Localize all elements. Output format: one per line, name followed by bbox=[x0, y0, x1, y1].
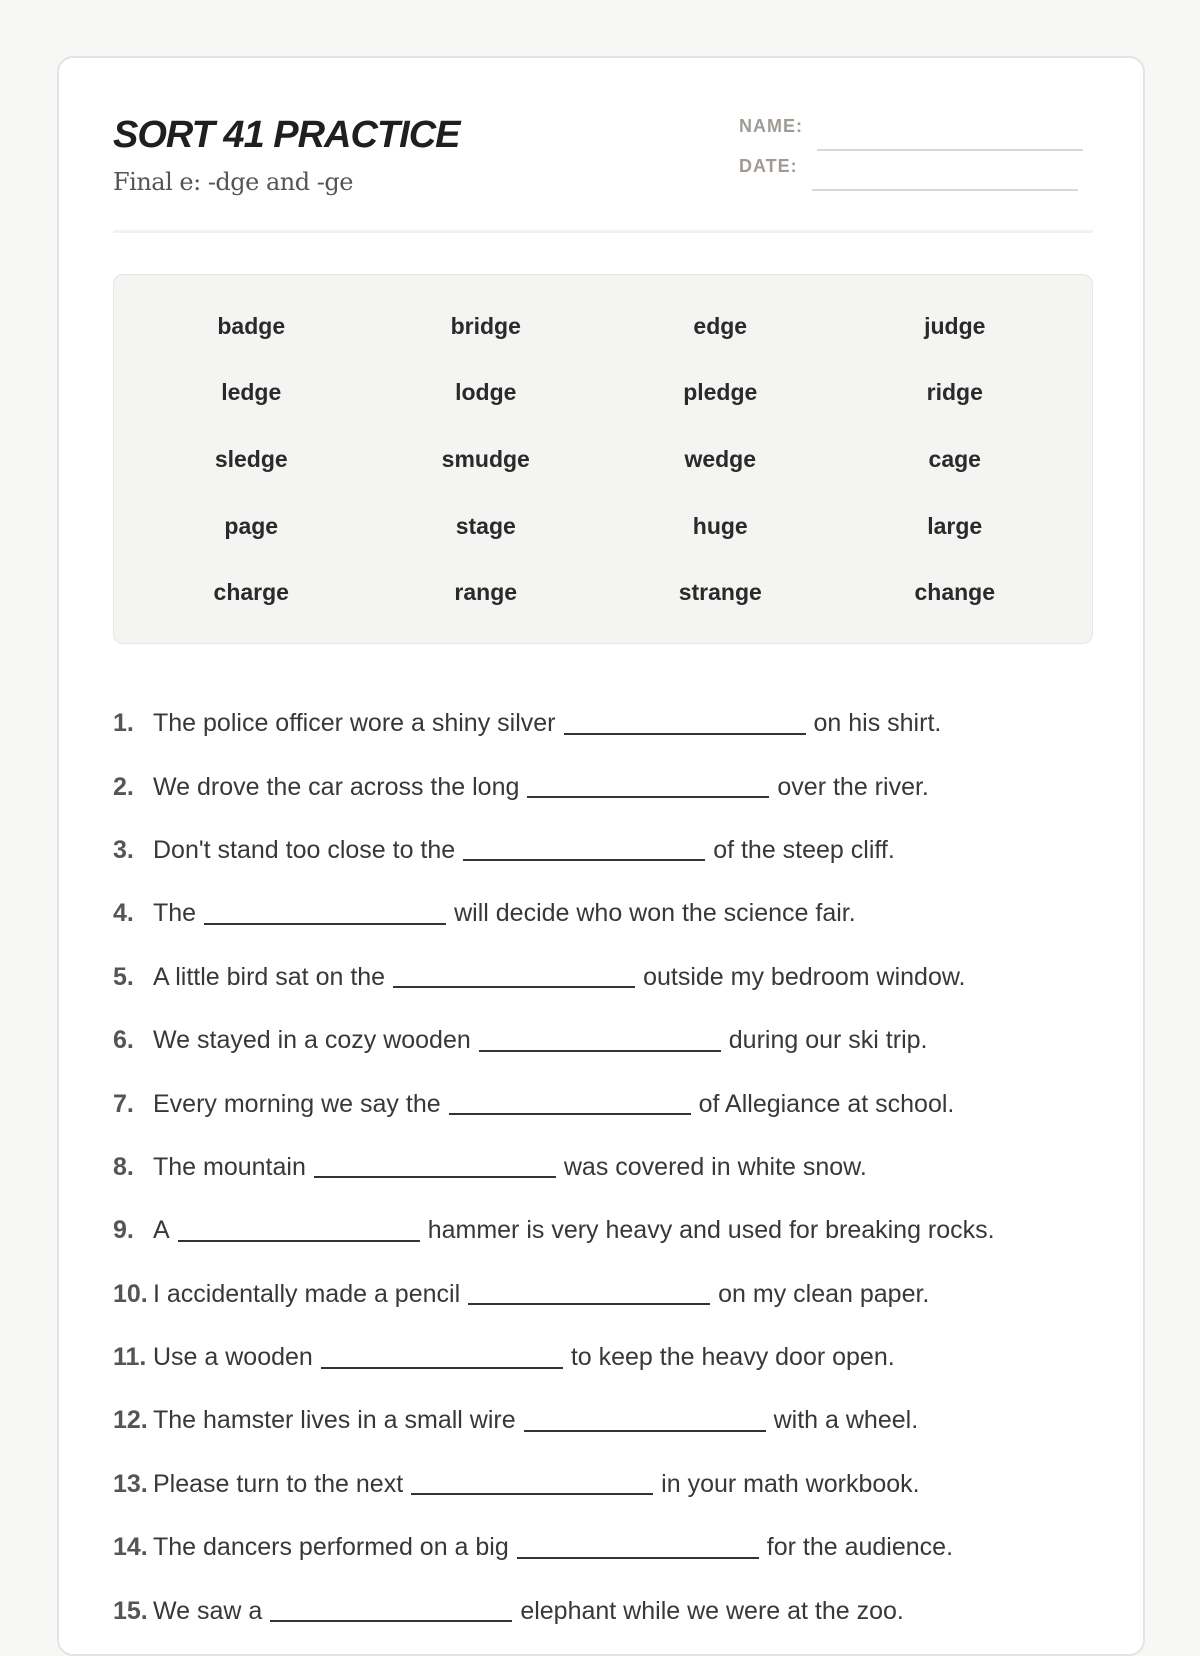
word-bank-item: edge bbox=[693, 312, 748, 339]
sentence-before: We stayed in a cozy wooden bbox=[153, 1026, 471, 1055]
sentence-item bbox=[113, 1326, 1113, 1389]
sentence-before: The mountain bbox=[153, 1152, 306, 1181]
sentence-item bbox=[113, 1389, 1113, 1452]
sentence-list bbox=[113, 692, 1113, 1643]
sentence-number: 8. bbox=[113, 1152, 134, 1181]
answer-blank[interactable] bbox=[393, 986, 635, 988]
sentence-item bbox=[113, 1136, 1113, 1199]
word-bank-item: sledge bbox=[214, 445, 288, 472]
word-bank-item: pledge bbox=[683, 379, 758, 406]
sentence-after: over the river. bbox=[777, 772, 929, 801]
header-divider bbox=[113, 230, 1093, 233]
sentence-before: The bbox=[153, 899, 197, 928]
sentence-before: I accidentally made a pencil bbox=[153, 1279, 461, 1308]
sentence-number: 3. bbox=[113, 835, 134, 864]
sentence-item bbox=[113, 1199, 1113, 1262]
date-label: DATE: bbox=[739, 156, 798, 176]
sentence-after: with a wheel. bbox=[773, 1406, 919, 1435]
sentence-after: on my clean paper. bbox=[718, 1279, 930, 1308]
sentence-number: 4. bbox=[113, 899, 134, 928]
word-bank-item: ledge bbox=[221, 379, 282, 406]
word-bank-item: bridge bbox=[450, 312, 521, 339]
word-bank-item: badge bbox=[217, 312, 286, 339]
answer-blank[interactable] bbox=[314, 1176, 556, 1178]
word-bank-item: page bbox=[224, 512, 279, 539]
sentence-after: elephant while we were at the zoo. bbox=[520, 1596, 904, 1625]
worksheet-card bbox=[57, 56, 1145, 1656]
answer-blank[interactable] bbox=[463, 859, 705, 861]
sentence-before: Please turn to the next bbox=[153, 1469, 404, 1498]
sentence-item bbox=[113, 1579, 1113, 1642]
sentence-number: 13. bbox=[113, 1469, 148, 1498]
answer-blank[interactable] bbox=[270, 1620, 512, 1622]
sentence-after: hammer is very heavy and used for breaking rocks. bbox=[427, 1216, 995, 1245]
sentence-item bbox=[113, 882, 1113, 945]
sentence-before: Every morning we say the bbox=[153, 1089, 441, 1118]
word-bank-item: charge bbox=[213, 579, 289, 606]
sentence-before: The hamster lives in a small wire bbox=[153, 1406, 516, 1435]
sentence-number: 14. bbox=[113, 1533, 148, 1562]
answer-blank[interactable] bbox=[517, 1557, 759, 1559]
sentence-before: We saw a bbox=[153, 1596, 263, 1625]
sentence-number: 11. bbox=[113, 1343, 147, 1372]
sentence-after: to keep the heavy door open. bbox=[570, 1343, 895, 1372]
sentence-before: A bbox=[153, 1216, 170, 1245]
page-title: SORT 41 PRACTICE bbox=[113, 114, 460, 156]
sentence-before: The dancers performed on a big bbox=[153, 1533, 509, 1562]
sentence-item bbox=[113, 819, 1113, 882]
sentence-number: 2. bbox=[113, 772, 134, 801]
sentence-before: A little bird sat on the bbox=[153, 962, 386, 991]
sentence-after: during our ski trip. bbox=[728, 1026, 928, 1055]
word-bank-item: change bbox=[914, 579, 996, 606]
answer-blank[interactable] bbox=[411, 1493, 653, 1495]
sentence-before: Use a wooden bbox=[153, 1343, 313, 1372]
sentence-before: Don't stand too close to the bbox=[153, 835, 456, 864]
sentence-number: 12. bbox=[113, 1406, 148, 1435]
sentence-before: The police officer wore a shiny silver bbox=[153, 709, 556, 738]
answer-blank[interactable] bbox=[527, 796, 769, 798]
word-bank-item: ridge bbox=[926, 379, 983, 406]
date-field[interactable] bbox=[739, 156, 1078, 177]
sentence-after: for the audience. bbox=[766, 1533, 954, 1562]
sentence-after: in your math workbook. bbox=[661, 1469, 920, 1498]
answer-blank[interactable] bbox=[321, 1367, 563, 1369]
word-bank-item: stage bbox=[455, 512, 516, 539]
page-subtitle: Final e: -dge and -ge bbox=[113, 168, 353, 196]
sentence-after: outside my bedroom window. bbox=[643, 962, 966, 991]
name-label: NAME: bbox=[739, 116, 803, 136]
answer-blank[interactable] bbox=[479, 1050, 721, 1052]
word-bank-item: strange bbox=[678, 579, 762, 606]
date-line[interactable] bbox=[812, 189, 1078, 191]
answer-blank[interactable] bbox=[204, 923, 446, 925]
answer-blank[interactable] bbox=[178, 1240, 420, 1242]
word-bank-item: huge bbox=[692, 512, 748, 539]
answer-blank[interactable] bbox=[524, 1430, 766, 1432]
sentence-number: 7. bbox=[113, 1089, 134, 1118]
sentence-item bbox=[113, 1516, 1113, 1579]
sentence-after: will decide who won the science fair. bbox=[454, 899, 856, 928]
sentence-number: 9. bbox=[113, 1216, 134, 1245]
word-bank-item: lodge bbox=[455, 379, 517, 406]
sentence-number: 5. bbox=[113, 962, 134, 991]
name-line[interactable] bbox=[817, 149, 1083, 151]
word-bank-item: smudge bbox=[441, 445, 530, 472]
word-bank-item: range bbox=[454, 579, 518, 606]
word-bank bbox=[113, 274, 1093, 644]
sentence-item bbox=[113, 1453, 1113, 1516]
sentence-item bbox=[113, 1009, 1113, 1072]
sentence-before: We drove the car across the long bbox=[153, 772, 520, 801]
word-bank-item: judge bbox=[924, 312, 986, 339]
sentence-number: 1. bbox=[113, 709, 134, 738]
sentence-after: of Allegiance at school. bbox=[698, 1089, 955, 1118]
answer-blank[interactable] bbox=[564, 733, 806, 735]
sentence-item bbox=[113, 1263, 1113, 1326]
sentence-item bbox=[113, 755, 1113, 818]
answer-blank[interactable] bbox=[468, 1303, 710, 1305]
sentence-item bbox=[113, 946, 1113, 1009]
sentence-item bbox=[113, 1072, 1113, 1135]
word-bank-item: cage bbox=[928, 445, 981, 472]
sentence-after: of the steep cliff. bbox=[713, 835, 895, 864]
sentence-after: was covered in white snow. bbox=[563, 1152, 867, 1181]
name-field[interactable] bbox=[739, 116, 1083, 137]
answer-blank[interactable] bbox=[449, 1113, 691, 1115]
sentence-number: 15. bbox=[113, 1596, 148, 1625]
sentence-number: 6. bbox=[113, 1026, 134, 1055]
word-bank-item: large bbox=[927, 512, 983, 539]
sentence-after: on his shirt. bbox=[813, 709, 942, 738]
word-bank-item: wedge bbox=[684, 445, 757, 472]
sentence-item bbox=[113, 692, 1113, 755]
sentence-number: 10. bbox=[113, 1279, 148, 1308]
